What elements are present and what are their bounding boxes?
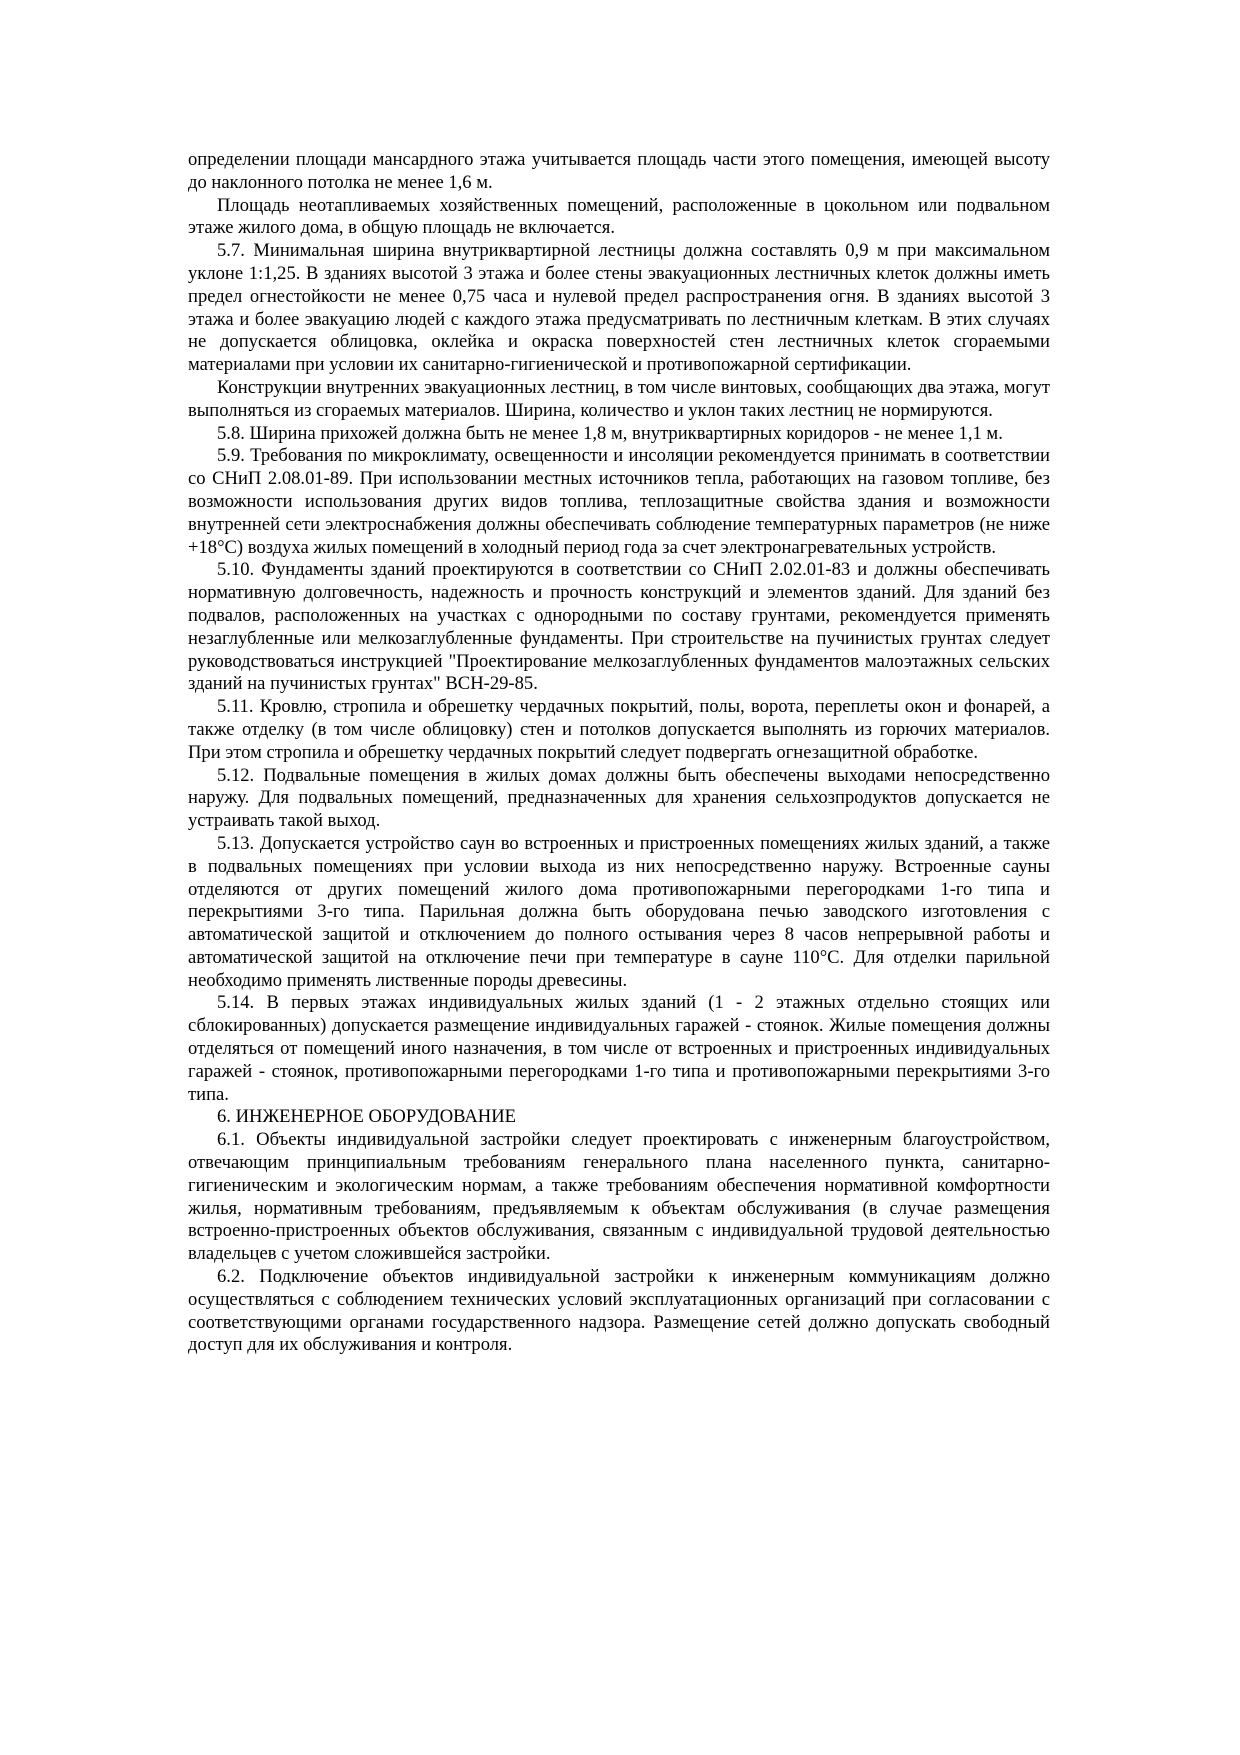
paragraph-5-13: 5.13. Допускается устройство саун во встроенных и пристроенных помещениях жилых зданий, а также в подвальных помещениях при условии выхода из них непосредственно наружу. Встроенные сауны отделяются от других помещений жилого дома противопожарными перегородками 1-го типа и перекрытиями 3-го типа. Парильная должна быть оборудована печью заводского изготовления с автоматической защитой и отключением до полного остывания через 8 часов непрерывной работы и автоматической защитой на отключение печи при температуре в сауне 110°С. Для отделки парильной необходимо применять лиственные породы древесины. xyxy=(188,832,1050,991)
paragraph-5-14: 5.14. В первых этажах индивидуальных жилых зданий (1 - 2 этажных отдельно стоящих или сблокированных) допускается размещение индивидуальных гаражей - стоянок. Жилые помещения должны отделяться от помещений иного назначения, в том числе от встроенных и пристроенных индивидуальных гаражей - стоянок, противопожарными перегородками 1-го типа и противопожарными перекрытиями 3-го типа. xyxy=(188,992,1050,1105)
paragraph-unheated-rooms: Площадь неотапливаемых хозяйственных помещений, расположенные в цокольном или подвальном этаже жилого дома, в общую площадь не включается. xyxy=(188,194,1050,239)
paragraph-continuation-attic-area: определении площади мансардного этажа учитывается площадь части этого помещения, имеющей высоту до наклонного потолка не менее 1,6 м. xyxy=(188,149,1050,193)
paragraph-5-8: 5.8. Ширина прихожей должна быть не менее 1,8 м, внутриквартирных коридоров - не менее 1,1 м. xyxy=(217,422,1003,444)
paragraph-evacuation-stairs: Конструкции внутренних эвакуационных лестниц, в том числе винтовых, сообщающих два этажа, могут выполняться из сгораемых материалов. Ширина, количество и уклон таких лестниц не нормируются. xyxy=(188,376,1050,421)
paragraph-5-7: 5.7. Минимальная ширина внутриквартирной лестницы должна составлять 0,9 м при максимальном уклоне 1:1,25. В зданиях высотой 3 этажа и более стены эвакуационных лестничных клеток должны иметь предел огнестойкости не менее 0,75 часа и нулевой предел распространения огня. В зданиях высотой 3 этажа и более эвакуацию людей с каждого этажа предусматривать по лестничным клеткам. В этих случаях не допускается облицовка, оклейка и окраска поверхностей стен лестничных клеток сгораемыми материалами при условии их санитарно-гигиенической и противопожарной сертификации. xyxy=(188,240,1050,376)
paragraph-6-1: 6.1. Объекты индивидуальной застройки следует проектировать с инженерным благоустройством, отвечающим принципиальным требованиям генерального плана населенного пункта, санитарно-гигиеническим и экологическим нормам, а также требованиям обеспечения нормативной комфортности жилья, нормативным требованиям, предъявляемым к объектам обслуживания (в случае размещения встроенно-пристроенных объектов обслуживания, связанным с индивидуальной трудовой деятельностью владельцев с учетом сложившейся застройки. xyxy=(188,1129,1050,1265)
paragraph-5-12: 5.12. Подвальные помещения в жилых домах должны быть обеспечены выходами непосредственно наружу. Для подвальных помещений, предназначенных для хранения сельхозпродуктов допускается не устраивать такой выход. xyxy=(188,764,1050,832)
paragraph-6-2: 6.2. Подключение объектов индивидуальной застройки к инженерным коммуникациям должно осуществляться с соблюдением технических условий эксплуатационных организаций при согласовании с соответствующими органами государственного надзора. Размещение сетей должно допускать свободный доступ для их обслуживания и контроля. xyxy=(188,1266,1050,1356)
section-heading-engineering-equipment: 6. ИНЖЕНЕРНОЕ ОБОРУДОВАНИЕ xyxy=(217,1106,517,1128)
paragraph-5-10: 5.10. Фундаменты зданий проектируются в соответствии со СНиП 2.02.01-83 и должны обеспечивать нормативную долговечность, надежность и прочность конструкций и элементов зданий. Для зданий без подвалов, расположенных на участках с однородными по составу грунтами, рекомендуется применять незаглубленные или мелкозаглубленные фундаменты. При строительстве на пучинистых грунтах следует руководствоваться инструкцией "Проектирование мелкозаглубленных фундаментов малоэтажных сельских зданий на пучинистых грунтах" ВСН-29-85. xyxy=(188,559,1050,695)
paragraph-5-11: 5.11. Кровлю, стропила и обрешетку чердачных покрытий, полы, ворота, переплеты окон и фонарей, а также отделку (в том числе облицовку) стен и потолков допускается выполнять из горючих материалов. При этом стропила и обрешетку чердачных покрытий следует подвергать огнезащитной обработке. xyxy=(188,696,1050,763)
document-page xyxy=(188,149,1050,1357)
paragraph-5-9: 5.9. Требования по микроклимату, освещенности и инсоляции рекомендуется принимать в соответствии со СНиП 2.08.01-89. При использовании местных источников тепла, работающих на газовом топливе, без возможности использования других видов топлива, теплозащитные свойства здания и возможности внутренней сети электроснабжения должны обеспечивать соблюдение температурных параметров (не ниже +18°С) воздуха жилых помещений в холодный период года за счет электронагревательных устройств. xyxy=(188,445,1050,558)
